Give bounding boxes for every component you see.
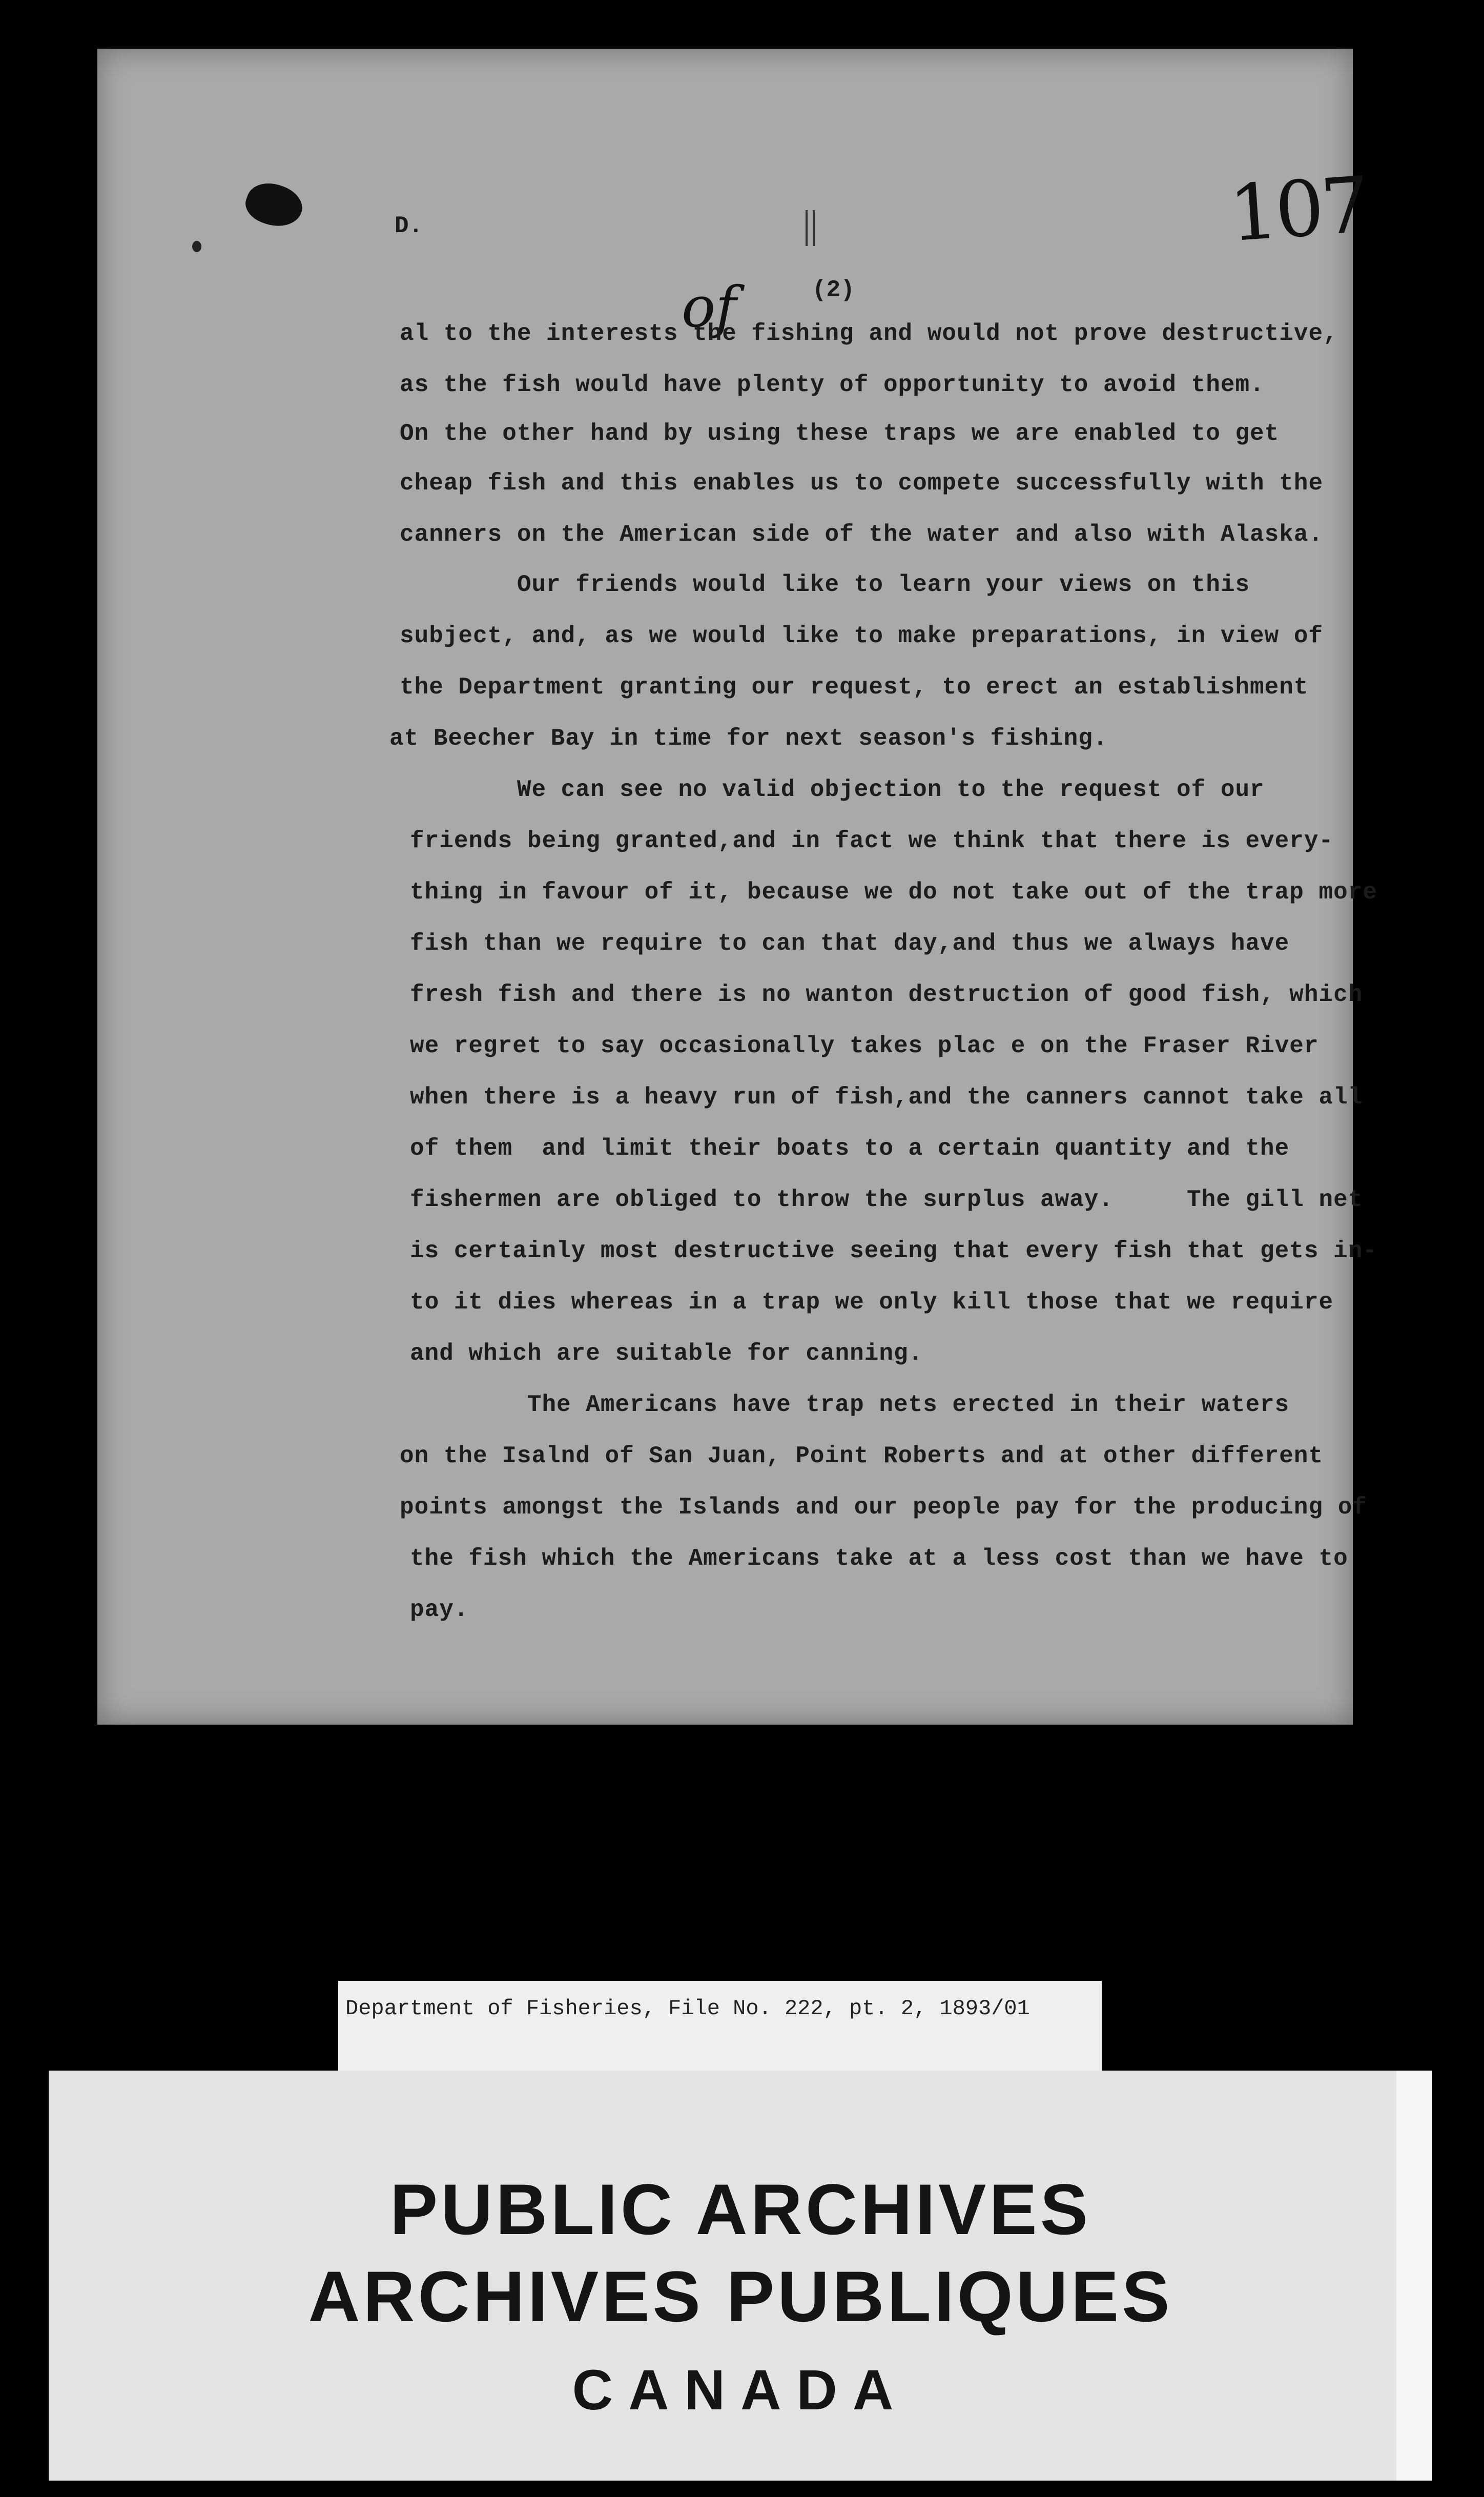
text-line: fishermen are obliged to throw the surplus away. The gill net [410, 1186, 1363, 1213]
file-reference-label [338, 1981, 1102, 2073]
handwritten-insertion: of [682, 274, 736, 340]
pencil-mark [806, 210, 815, 246]
text-line: Our friends would like to learn your views on this [400, 571, 1250, 598]
text-line: is certainly most destructive seeing that every fish that gets in- [410, 1238, 1377, 1264]
text-line: cheap fish and this enables us to compete successfully with the [400, 470, 1324, 497]
text-line: points amongst the Islands and our people pay for the producing of [400, 1494, 1367, 1521]
text-line: at Beecher Bay in time for next season's fishing. [389, 725, 1108, 752]
file-reference-text: Department of Fisheries, File No. 222, pt. 2, 1893/01 [345, 1996, 1030, 2021]
text-line: canners on the American side of the water and also with Alaska. [400, 521, 1324, 548]
ink-blot [241, 176, 308, 234]
page-number: (2) [812, 277, 855, 303]
text-line: thing in favour of it, because we do not take out of the trap more [410, 879, 1377, 906]
text-line: on the Isalnd of San Juan, Point Roberts and at other different [400, 1443, 1324, 1469]
header-letter: D. [395, 213, 423, 239]
text-line: friends being granted,and in fact we think that there is every- [410, 828, 1334, 854]
text-line: subject, and, as we would like to make preparations, in view of [400, 623, 1324, 649]
text-line: fish than we require to can that day,and thus we always have [410, 930, 1290, 957]
text-line: to it dies whereas in a trap we only kill those that we require [410, 1289, 1334, 1316]
text-line: and which are suitable for canning. [410, 1340, 923, 1367]
text-line: On the other hand by using these traps we are enabled to get [400, 420, 1280, 447]
document-page [97, 49, 1377, 1725]
text-line: the fish which the Americans take at a less cost than we have to [410, 1545, 1348, 1572]
text-line: al to the interests the fishing and would not prove destructive, [400, 320, 1338, 347]
text-line: we regret to say occasionally takes plac e on the Fraser River [410, 1033, 1319, 1059]
archive-title-english: PUBLIC ARCHIVES [389, 2169, 1091, 2249]
text-line: pay. [410, 1597, 469, 1623]
handwritten-folio-number: 107 [1226, 160, 1370, 259]
text-line: of them and limit their boats to a certain quantity and the [410, 1135, 1290, 1162]
text-line: when there is a heavy run of fish,and the canners cannot take all [410, 1084, 1363, 1111]
text-line: as the fish would have plenty of opportunity to avoid them. [400, 372, 1265, 398]
text-line: The Americans have trap nets erected in their waters [410, 1391, 1290, 1418]
text-line: fresh fish and there is no wanton destruction of good fish, which [410, 981, 1363, 1008]
ink-dot [192, 241, 201, 252]
text-line: We can see no valid objection to the request of our [400, 776, 1265, 803]
text-line: the Department granting our request, to erect an establishment [400, 674, 1309, 701]
archive-country: CANADA [572, 2359, 909, 2422]
archive-title-french: ARCHIVES PUBLIQUES [308, 2256, 1173, 2337]
archive-banner [49, 2071, 1432, 2481]
